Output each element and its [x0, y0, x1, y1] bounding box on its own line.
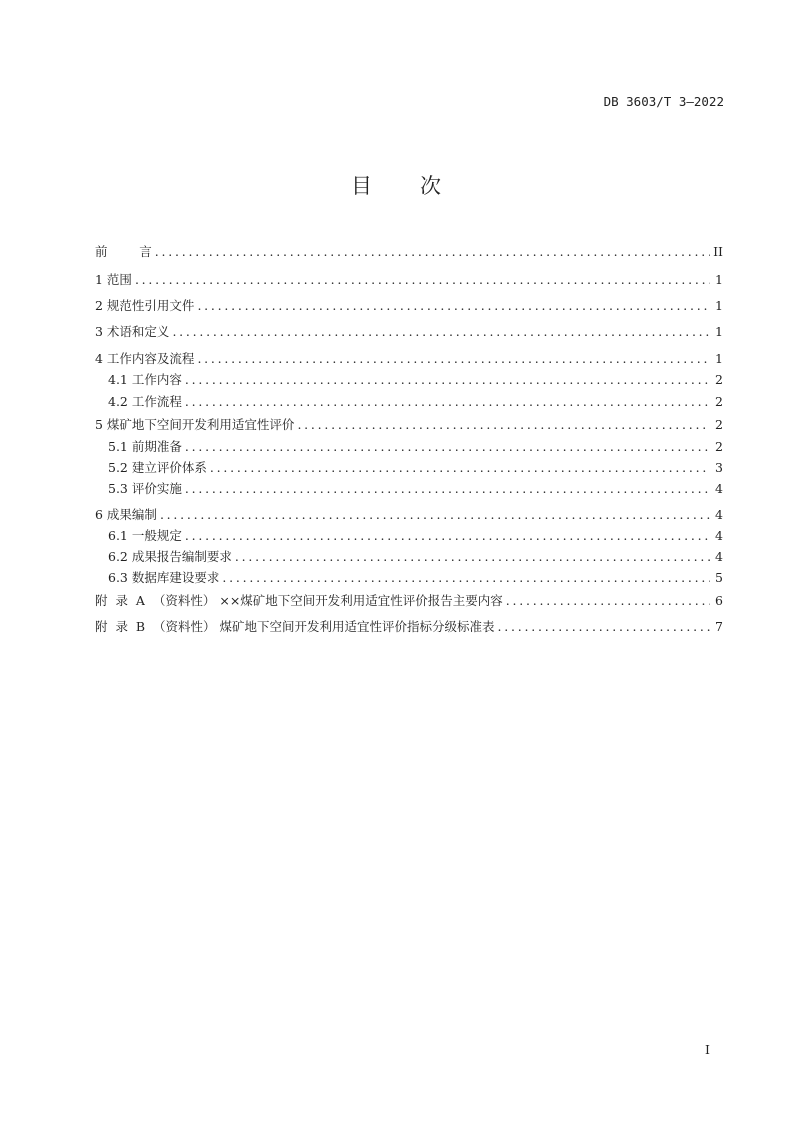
dot-leader — [155, 244, 710, 260]
toc-entry-page: 5 — [715, 570, 723, 585]
dot-leader — [135, 272, 710, 288]
dot-leader — [185, 394, 710, 410]
toc-entry-page: 6 — [715, 593, 723, 608]
page-number: I — [705, 1042, 710, 1057]
dot-leader — [160, 507, 710, 523]
toc-entry-page: 1 — [715, 324, 723, 339]
toc-entry[interactable] — [108, 372, 723, 388]
toc-entry[interactable] — [95, 351, 723, 367]
toc-entry-page: 4 — [715, 549, 723, 564]
dot-leader — [222, 570, 710, 586]
toc-entry-page: 4 — [715, 507, 723, 522]
dot-leader — [185, 528, 710, 544]
toc-entry-page: II — [713, 244, 723, 259]
toc-entry-page: 4 — [715, 481, 723, 496]
toc-entry-label: 5.1 前期准备 — [108, 439, 182, 454]
toc-entry-label: 前 言 — [95, 244, 152, 259]
toc-entry-page: 2 — [715, 439, 723, 454]
dot-leader — [297, 417, 710, 433]
toc-entry-page: 1 — [715, 351, 723, 366]
dot-leader — [185, 481, 710, 497]
toc-entry-page: 2 — [715, 394, 723, 409]
toc-entry-label: 4 工作内容及流程 — [95, 351, 195, 366]
dot-leader — [210, 460, 710, 476]
toc-entry-page: 2 — [715, 417, 723, 432]
toc-entry-page: 4 — [715, 528, 723, 543]
toc-entry-label: 6 成果编制 — [95, 507, 157, 522]
toc-entry-label: 5 煤矿地下空间开发利用适宜性评价 — [95, 417, 295, 432]
toc-entry-label: 6.2 成果报告编制要求 — [108, 549, 232, 564]
toc-entry-label: 6.1 一般规定 — [108, 528, 182, 543]
toc-entry-label: 5.2 建立评价体系 — [108, 460, 207, 475]
toc-entry-page: 1 — [715, 298, 723, 313]
toc-entry[interactable] — [95, 507, 723, 523]
toc-entry-label: 5.3 评价实施 — [108, 481, 182, 496]
toc-entry-label: 附 录 B （资料性） 煤矿地下空间开发利用适宜性评价指标分级标准表 — [95, 619, 495, 634]
document-code: DB 3603/T 3—2022 — [603, 94, 724, 109]
toc-entry[interactable] — [95, 298, 723, 314]
dot-leader — [235, 549, 710, 565]
toc-entry[interactable] — [95, 324, 723, 340]
toc-entry[interactable] — [108, 439, 723, 455]
toc-entry-label: 3 术语和定义 — [95, 324, 170, 339]
dot-leader — [197, 351, 710, 367]
toc-entry[interactable] — [95, 272, 723, 288]
toc-entry[interactable] — [108, 570, 723, 586]
toc-entry-label: 1 范围 — [95, 272, 132, 287]
toc-entry-label: 2 规范性引用文件 — [95, 298, 195, 313]
dot-leader — [197, 298, 710, 314]
toc-entry[interactable] — [108, 394, 723, 410]
toc-entry[interactable] — [108, 549, 723, 565]
toc-entry-label: 4.2 工作流程 — [108, 394, 182, 409]
toc-entry[interactable] — [108, 481, 723, 497]
dot-leader — [185, 372, 710, 388]
toc-entry-page: 2 — [715, 372, 723, 387]
page-title: 目次 — [351, 174, 489, 198]
toc-entry[interactable] — [95, 619, 723, 635]
toc-entry-page: 7 — [715, 619, 723, 634]
toc-entry[interactable] — [95, 417, 723, 433]
toc-entry-page: 3 — [715, 460, 723, 475]
toc-entry[interactable] — [95, 244, 723, 260]
toc-entry-label: 附 录 A （资料性） ××煤矿地下空间开发利用适宜性评价报告主要内容 — [95, 593, 503, 608]
toc-entry-label: 6.3 数据库建设要求 — [108, 570, 220, 585]
toc-entry-page: 1 — [715, 272, 723, 287]
toc-entry[interactable] — [108, 460, 723, 476]
dot-leader — [185, 439, 710, 455]
toc-entry-label: 4.1 工作内容 — [108, 372, 182, 387]
dot-leader — [498, 619, 710, 635]
dot-leader — [172, 324, 710, 340]
dot-leader — [506, 593, 710, 609]
toc-entry[interactable] — [95, 593, 723, 609]
toc-entry[interactable] — [108, 528, 723, 544]
